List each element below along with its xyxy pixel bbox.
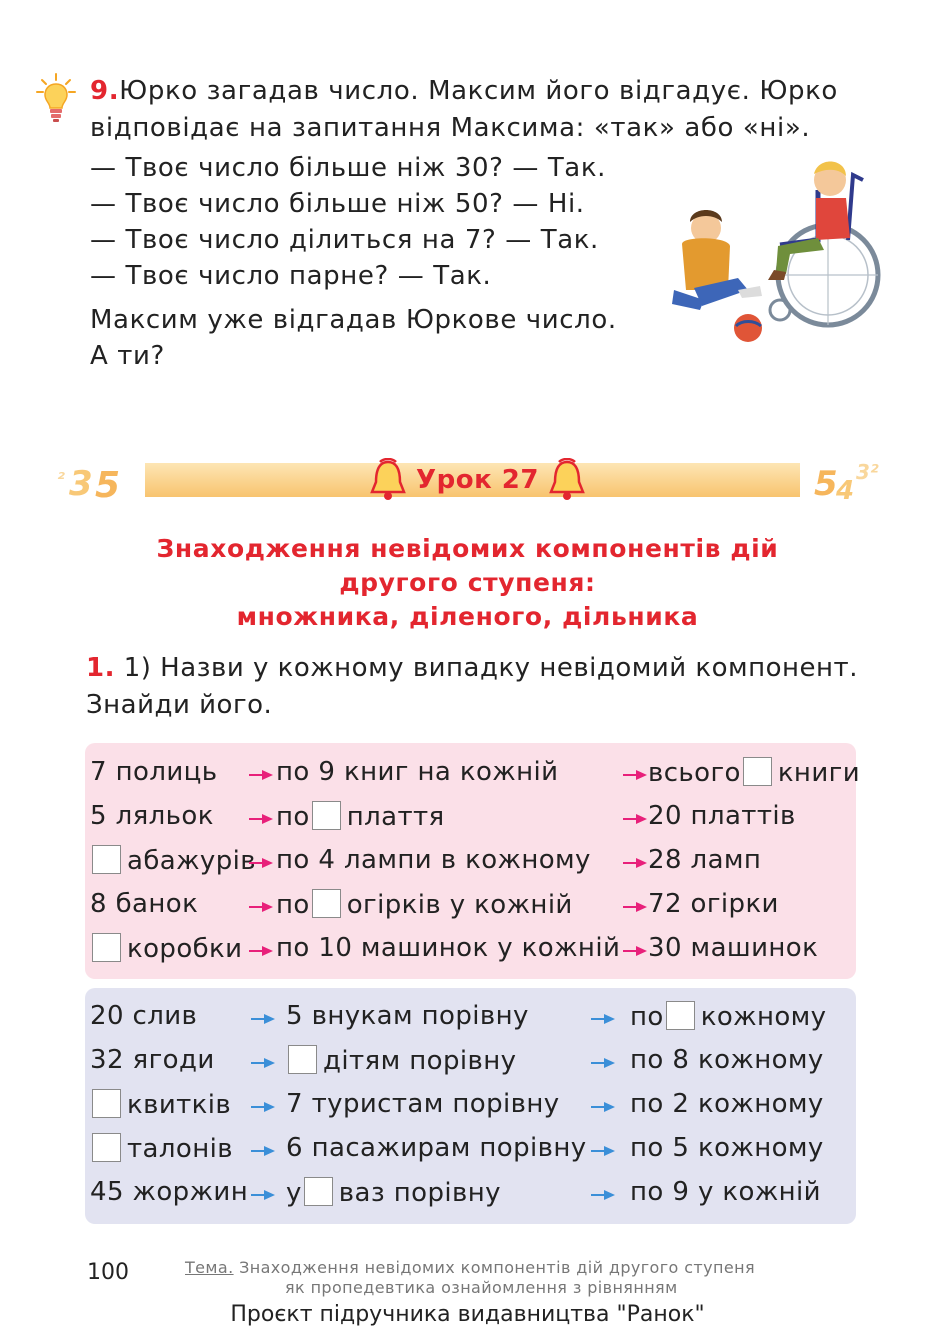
pink-row-distribution (276, 889, 573, 920)
lesson-title (365, 457, 590, 503)
bell-icon (368, 458, 408, 502)
cell-text: квитків (127, 1090, 232, 1120)
cell-text: по 10 машинок у кожній (276, 933, 621, 963)
cell-text: книги (777, 758, 860, 788)
cell-text: по 4 лампи в кожному (276, 845, 591, 875)
dialog-line: — Твоє число більше ніж 50? — Ні. (90, 189, 585, 219)
cell-text: всього (648, 758, 741, 788)
cell-text: по 8 кожному (630, 1045, 824, 1075)
arrow-right-icon (248, 769, 274, 781)
lilac-row-distribution (286, 1177, 501, 1208)
theme-line: як пропедевтика ознайомлення з рівнянням (285, 1278, 678, 1297)
cell-text: абажурів (127, 846, 256, 876)
publisher-note: Проєкт підручника видавництва "Ранок" (230, 1302, 705, 1327)
cell-text: коробки (127, 934, 243, 964)
cell-text: 20 платтів (648, 801, 796, 831)
theme-note (185, 1258, 805, 1298)
task-9-line-1: Юрко загадав число. Максим його відгадує. Юрко (119, 76, 838, 106)
cell-text: кожному (700, 1002, 827, 1032)
lilac-row-result (630, 1133, 824, 1163)
pink-row-quantity (90, 845, 256, 876)
cell-text: по 5 кожному (630, 1133, 824, 1163)
arrow-right-icon (250, 1145, 276, 1157)
pink-row-result (648, 845, 761, 875)
answer-box[interactable] (92, 845, 121, 874)
theme-label: Тема. (185, 1258, 234, 1277)
cell-text: по (630, 1002, 664, 1032)
task-9-statement (90, 73, 870, 147)
arrow-right-icon (622, 901, 648, 913)
cell-text: 20 слив (90, 1001, 198, 1031)
cell-text: по 9 книг на кожній (276, 757, 559, 787)
cell-text: 6 пасажирам порівну (286, 1133, 587, 1163)
lilac-row-result (630, 1001, 826, 1032)
lilac-row-result (630, 1045, 824, 1075)
number-decoration-right (800, 455, 900, 505)
pink-row-distribution (276, 757, 558, 787)
arrow-right-icon (250, 1013, 276, 1025)
boys-wheelchair-illustration (668, 150, 883, 350)
cell-text: по 9 у кожній (630, 1177, 821, 1207)
arrow-right-icon (622, 813, 648, 825)
answer-box[interactable] (92, 1133, 121, 1162)
task-1-line-1: 1) Назви у кожному випадку невідомий компонент. (114, 653, 858, 683)
lilac-row-distribution (286, 1045, 516, 1076)
cell-text: дітям порівну (323, 1046, 517, 1076)
theme-line: Знаходження невідомих компонентів дій другого ступеня (233, 1258, 756, 1277)
answer-box[interactable] (312, 889, 341, 918)
topic-line: множника, діленого, дільника (236, 602, 699, 631)
pink-row-result (648, 757, 860, 788)
lilac-row-quantity (90, 1089, 231, 1120)
answer-box[interactable] (92, 933, 121, 962)
lilac-row-quantity (90, 1045, 215, 1075)
cell-text: 5 ляльок (90, 801, 214, 831)
arrow-right-icon (622, 945, 648, 957)
cell-text: 30 машинок (648, 933, 819, 963)
topic-line: Знаходження невідомих компонентів дій (156, 534, 779, 563)
svg-text:5: 5 (95, 465, 121, 505)
dialog-line: — Твоє число парне? — Так. (90, 261, 492, 291)
dialog-line: — Твоє число ділиться на 7? — Так. (90, 225, 599, 255)
cell-text: по 2 кожному (630, 1089, 824, 1119)
cell-text: 5 внукам порівну (286, 1001, 529, 1031)
cell-text: 28 ламп (648, 845, 762, 875)
cell-text: по (276, 890, 310, 920)
cell-text: 45 жоржин (90, 1177, 249, 1207)
pink-row-result (648, 889, 779, 919)
cell-text: по (276, 802, 310, 832)
lilac-row-distribution (286, 1089, 560, 1119)
pink-row-result (648, 801, 796, 831)
pink-row-quantity (90, 801, 214, 831)
cell-text: ваз порівну (338, 1178, 501, 1208)
answer-box[interactable] (743, 757, 772, 786)
pink-row-quantity (90, 889, 198, 919)
dialog-line: — Твоє число більше ніж 30? — Так. (90, 153, 607, 183)
lilac-row-quantity (90, 1133, 233, 1164)
arrow-right-icon (248, 813, 274, 825)
svg-text:3²: 3² (856, 460, 879, 484)
task-9-number: 9. (90, 76, 120, 106)
cell-text: 7 туристам порівну (286, 1089, 560, 1119)
task-1-number: 1. (86, 653, 115, 683)
arrow-right-icon (248, 901, 274, 913)
lilac-row-distribution (286, 1001, 529, 1031)
answer-box[interactable] (92, 1089, 121, 1118)
svg-text:²: ² (57, 469, 65, 490)
arrow-right-icon (250, 1101, 276, 1113)
pink-row-result (648, 933, 818, 963)
cell-text: 7 полиць (90, 757, 218, 787)
svg-text:3: 3 (69, 464, 93, 504)
arrow-right-icon (590, 1013, 616, 1025)
lilac-row-quantity (90, 1001, 197, 1031)
answer-box[interactable] (666, 1001, 695, 1030)
cell-text: плаття (346, 802, 445, 832)
lesson-number: Урок 27 (416, 465, 539, 495)
task-1-line-2: Знайди його. (86, 690, 273, 720)
cell-text: 72 огірки (648, 889, 779, 919)
lilac-row-result (630, 1089, 824, 1119)
pink-row-distribution (276, 845, 591, 875)
bell-icon (547, 458, 587, 502)
answer-box[interactable] (304, 1177, 333, 1206)
page-number: 100 (87, 1260, 129, 1285)
lilac-row-result (630, 1177, 821, 1207)
lightbulb-icon (36, 72, 76, 124)
answer-box[interactable] (312, 801, 341, 830)
arrow-right-icon (590, 1101, 616, 1113)
cell-text: у (286, 1178, 302, 1208)
pink-row-distribution (276, 801, 445, 832)
topic-line: другого ступеня: (339, 568, 596, 597)
pink-row-quantity (90, 757, 217, 787)
cell-text: талонів (127, 1134, 233, 1164)
number-decoration-left (55, 455, 145, 505)
arrow-right-icon (250, 1057, 276, 1069)
task-1-statement (86, 650, 866, 724)
task-9-question: А ти? (90, 341, 165, 371)
cell-text: 32 ягоди (90, 1045, 215, 1075)
lilac-row-quantity (90, 1177, 248, 1207)
pink-row-quantity (90, 933, 242, 964)
arrow-right-icon (590, 1057, 616, 1069)
svg-text:4: 4 (836, 476, 855, 505)
arrow-right-icon (248, 857, 274, 869)
task-9-line-2: відповідає на запитання Максима: «так» або «ні». (90, 113, 811, 143)
lesson-topic (0, 532, 935, 634)
task-9-closing: Максим уже відгадав Юркове число. (90, 305, 617, 335)
cell-text: 8 банок (90, 889, 199, 919)
lilac-row-distribution (286, 1133, 587, 1163)
answer-box[interactable] (288, 1045, 317, 1074)
arrow-right-icon (590, 1145, 616, 1157)
arrow-right-icon (622, 857, 648, 869)
arrow-right-icon (622, 769, 648, 781)
arrow-right-icon (590, 1189, 616, 1201)
svg-text:5: 5 (814, 464, 838, 504)
pink-row-distribution (276, 933, 620, 963)
arrow-right-icon (248, 945, 274, 957)
cell-text: огірків у кожній (346, 890, 573, 920)
arrow-right-icon (250, 1189, 276, 1201)
